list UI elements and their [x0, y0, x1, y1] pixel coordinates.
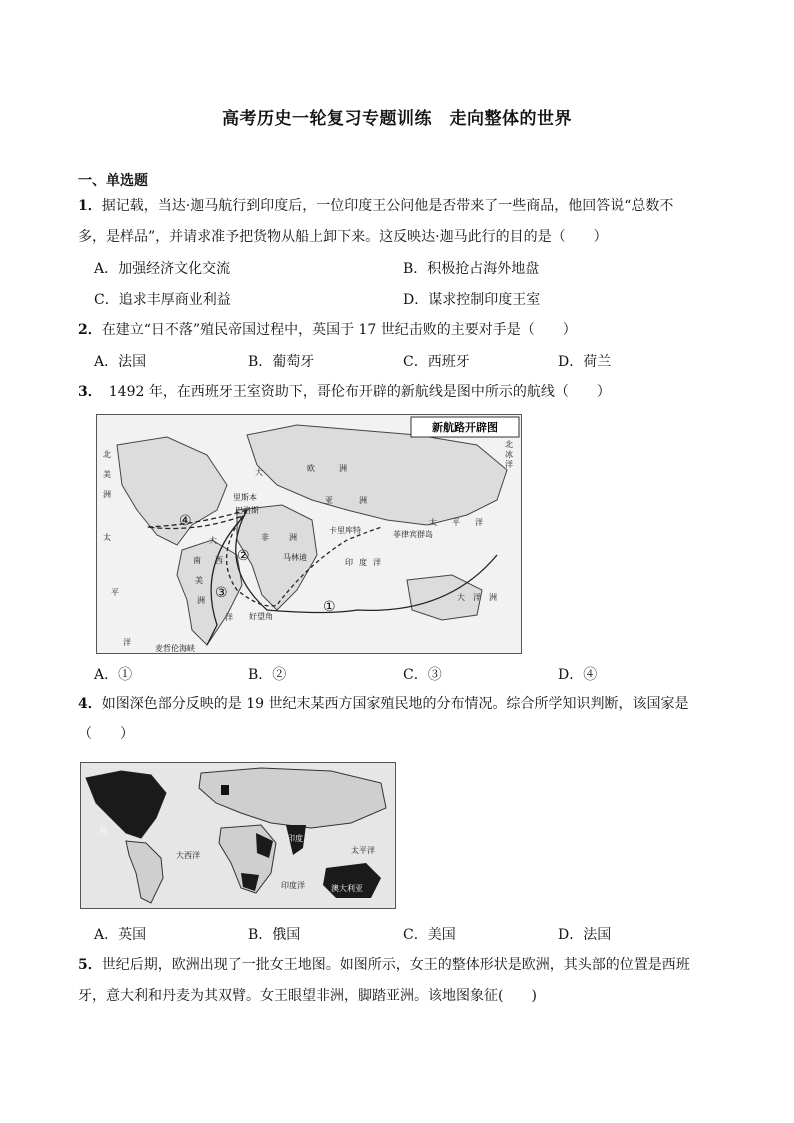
- question-1-line-1: [78, 196, 673, 216]
- section-heading: 一、单选题: [78, 173, 148, 189]
- colony-world-map: [80, 762, 396, 909]
- question-5-text-1: 世纪后期，欧洲出现了一批女王地图。如图所示，女王的整体形状是欧洲，其头部的位置是西班: [101, 957, 690, 973]
- colony-map-label: 太平洋: [351, 846, 375, 855]
- map-label: 平: [111, 588, 119, 597]
- map-label: 洋: [475, 518, 483, 527]
- map-label: 大: [457, 593, 465, 602]
- question-1-option-b[interactable]: B．积极抢占海外地盘: [403, 261, 540, 277]
- question-2-number: 2．: [78, 322, 102, 338]
- map-label: 美: [195, 576, 203, 585]
- question-2-text: 在建立“日不落”殖民帝国过程中，英国于 17 世纪击败的主要对手是（ ）: [101, 322, 577, 338]
- question-5-line-1: [78, 955, 690, 975]
- map-label: 北: [505, 440, 513, 449]
- map-label: 洲: [289, 533, 297, 542]
- question-4-line-1: [78, 694, 688, 714]
- question-5-number: 5．: [78, 957, 102, 973]
- question-3-option-c[interactable]: C．③: [403, 667, 442, 683]
- map-label: 亚: [325, 496, 333, 505]
- map-label: 洋: [225, 613, 233, 622]
- route-mark-4: ④: [179, 513, 192, 529]
- question-1-option-a[interactable]: A．加强经济文化交流: [94, 261, 231, 277]
- map-label: 度: [359, 558, 367, 567]
- map-label: 太: [103, 533, 111, 542]
- question-2-option-d[interactable]: D．荷兰: [558, 354, 612, 370]
- new-routes-map-title: 新航路开辟图: [432, 421, 498, 434]
- map-label: 太: [429, 518, 437, 527]
- new-routes-map-svg: [97, 415, 521, 653]
- colony-map-label: 印度洋: [281, 881, 305, 890]
- map-label: 冰: [505, 450, 513, 459]
- map-label: 洲: [197, 596, 205, 605]
- map-label: 马林迪: [283, 553, 307, 562]
- map-label: 里斯本: [233, 493, 257, 502]
- map-label: 洲: [359, 496, 367, 505]
- map-label: 大: [255, 468, 263, 477]
- colony-map-label: 英: [99, 826, 107, 835]
- question-5-text-2: 牙，意大利和丹麦为其双臂。女王眼望非洲，脚踏亚洲。该地图象征( ): [78, 988, 537, 1004]
- question-4-option-a[interactable]: A．英国: [94, 927, 147, 943]
- map-label: 洲: [339, 464, 347, 473]
- question-1-text-2: 多，是样品”，并请求准予把货物从船上卸下来。这反映达·迦马此行的目的是（ ）: [78, 229, 608, 245]
- map-label: 菲律宾群岛: [393, 530, 433, 539]
- page-title: 高考历史一轮复习专题训练 走向整体的世界: [222, 109, 572, 129]
- question-2-option-b[interactable]: B．葡萄牙: [248, 354, 315, 370]
- question-3-number: 3．: [78, 384, 95, 400]
- question-1-number: 1．: [78, 198, 102, 214]
- new-routes-map: [96, 414, 522, 654]
- map-label: 平: [452, 518, 460, 527]
- map-label: 美: [103, 470, 111, 479]
- map-label: 洋: [473, 593, 481, 602]
- map-label: 南: [193, 556, 201, 565]
- question-1-text-1: 据记载，当达·迦马航行到印度后，一位印度王公问他是否带来了一些商品，他回答说“总数不: [101, 198, 674, 214]
- route-mark-2: ②: [237, 548, 250, 564]
- question-3-option-a[interactable]: A．①: [94, 667, 133, 683]
- question-3-text: 1492 年，在西班牙王室资助下，哥伦布开辟的新航线是图中所示的航线（ ）: [94, 384, 611, 400]
- map-label: 巴洛斯: [235, 506, 259, 515]
- map-label: 北: [103, 450, 111, 459]
- map-label: 洋: [123, 638, 131, 647]
- map-label: 印: [345, 558, 353, 567]
- colony-map-label: 印度: [287, 834, 303, 843]
- map-label: 洲: [489, 593, 497, 602]
- map-label: 大: [209, 536, 217, 545]
- colony-map-label: 大西洋: [176, 851, 200, 860]
- question-4-number: 4．: [78, 696, 102, 712]
- question-3-option-d[interactable]: D．④: [558, 667, 598, 683]
- map-label: 洋: [505, 460, 513, 469]
- question-2-line: [78, 320, 577, 340]
- question-4-option-b[interactable]: B．俄国: [248, 927, 301, 943]
- map-label: 洲: [103, 490, 111, 499]
- colony-map-label: 澳大利亚: [331, 884, 363, 893]
- map-label: 欧: [307, 464, 315, 473]
- map-label: 非: [261, 533, 269, 542]
- question-3-option-b[interactable]: B．②: [248, 667, 287, 683]
- route-mark-3: ③: [215, 585, 228, 601]
- map-label: 西: [215, 556, 223, 565]
- question-2-option-a[interactable]: A．法国: [94, 354, 147, 370]
- question-3-line: [78, 382, 611, 402]
- map-label: 卡里库特: [329, 526, 361, 535]
- question-1-option-d[interactable]: D．谋求控制印度王室: [403, 292, 541, 308]
- question-4-text-1: 如图深色部分反映的是 19 世纪末某西方国家殖民地的分布情况。综合所学知识判断，该国家是: [101, 696, 689, 712]
- question-4-text-2: （ ）: [78, 726, 134, 742]
- question-2-option-c[interactable]: C．西班牙: [403, 354, 470, 370]
- map-label: 洋: [373, 558, 381, 567]
- map-label: 好望角: [249, 612, 273, 621]
- question-1-option-c[interactable]: C．追求丰厚商业利益: [94, 292, 231, 308]
- colony-world-map-svg: [81, 763, 395, 908]
- map-label: 麦哲伦海峡: [155, 644, 195, 653]
- question-4-option-d[interactable]: D．法国: [558, 927, 612, 943]
- route-mark-1: ①: [323, 599, 336, 615]
- question-4-option-c[interactable]: C．美国: [403, 927, 456, 943]
